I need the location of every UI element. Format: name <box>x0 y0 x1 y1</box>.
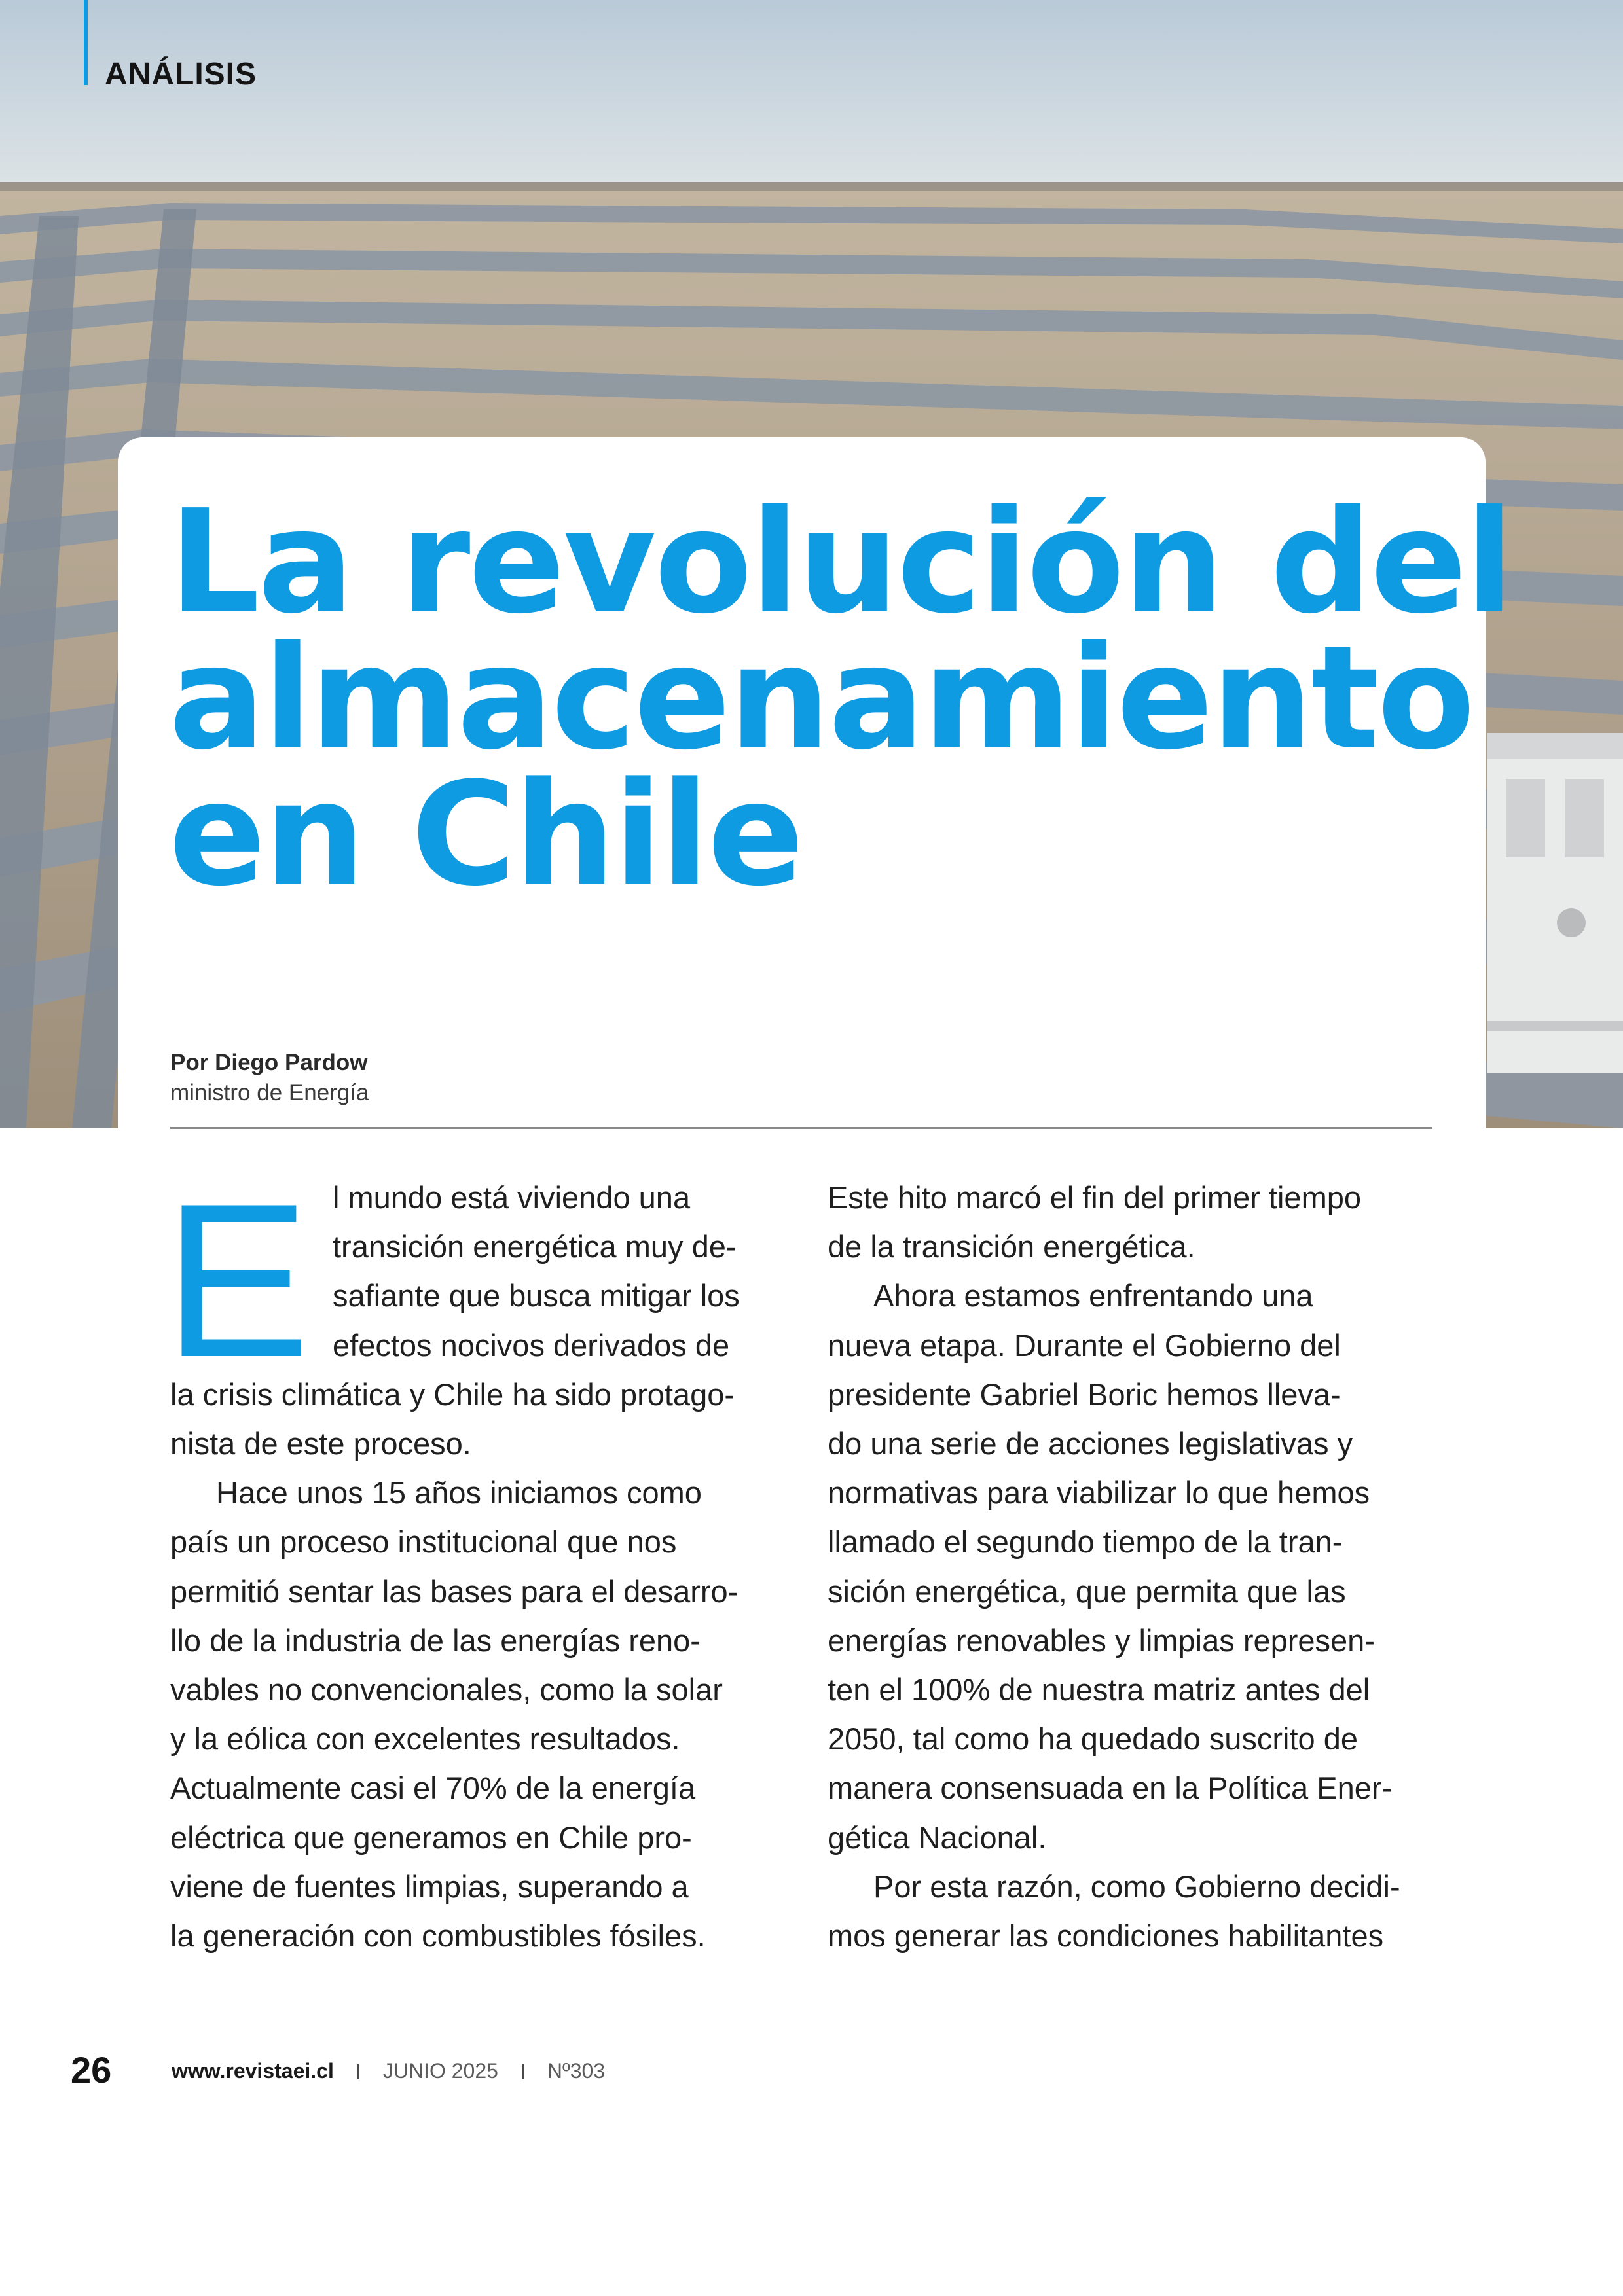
footer-separator <box>522 2064 524 2079</box>
text-line: do una serie de acciones legislativas y <box>828 1426 1353 1462</box>
text-line: país un proceso institucional que nos <box>170 1524 677 1560</box>
text-line: 2050, tal como ha quedado suscrito de <box>828 1721 1358 1757</box>
text-line: vables no convencionales, como la solar <box>170 1672 723 1708</box>
text-line: y la eólica con excelentes resultados. <box>170 1721 680 1757</box>
text-line: de la transición energética. <box>828 1229 1195 1265</box>
footer-date: JUNIO 2025 <box>382 2059 498 2083</box>
title-line: La revolución del <box>169 480 1512 645</box>
divider <box>170 1127 1432 1129</box>
section-tag <box>84 0 257 92</box>
section-label: ANÁLISIS <box>105 57 257 92</box>
footer-separator <box>357 2064 359 2079</box>
text-line: nueva etapa. Durante el Gobierno del <box>828 1327 1341 1363</box>
text-line: efectos nocivos derivados de <box>333 1327 730 1363</box>
text-line: eléctrica que generamos en Chile pro- <box>170 1820 692 1855</box>
text-line: Ahora estamos enfrentando una <box>873 1278 1313 1314</box>
text-line: Por esta razón, como Gobierno decidi- <box>873 1869 1400 1904</box>
text-line: l mundo está viviendo una <box>333 1180 691 1215</box>
text-line: viene de fuentes limpias, superando a <box>170 1869 689 1904</box>
text-line: permitió sentar las bases para el desarro- <box>170 1573 739 1609</box>
footer-info <box>172 2059 605 2083</box>
text-line: llo de la industria de las energías reno- <box>170 1623 701 1658</box>
text-line: energías renovables y limpias represen- <box>828 1623 1375 1658</box>
text-line: nista de este proceso. <box>170 1426 471 1462</box>
body-column-right <box>828 1173 1443 1960</box>
body-column-left <box>170 1173 786 1960</box>
text-line: transición energética muy de- <box>333 1229 737 1265</box>
text-line: la generación con combustibles fósiles. <box>170 1918 706 1954</box>
author-name: Por Diego Pardow <box>170 1050 368 1075</box>
text-line: manera consensuada en la Política Ener- <box>828 1770 1393 1806</box>
article-title <box>169 480 1512 918</box>
page-number: 26 <box>71 2049 112 2090</box>
text-line: safiante que busca mitigar los <box>333 1278 740 1314</box>
text-line: mos generar las condiciones habilitantes <box>828 1918 1384 1954</box>
text-line: normativas para viabilizar lo que hemos <box>828 1475 1370 1511</box>
text-line: sición energética, que permita que las <box>828 1573 1346 1609</box>
author-role: ministro de Energía <box>170 1080 369 1105</box>
footer-issue: Nº303 <box>547 2059 606 2083</box>
drop-cap: E <box>164 1158 310 1403</box>
text-line: llamado el segundo tiempo de la tran- <box>828 1524 1343 1560</box>
text-line: Hace unos 15 años iniciamos como <box>216 1475 702 1511</box>
text-line: Actualmente casi el 70% de la energía <box>170 1770 696 1806</box>
text-line: gética Nacional. <box>828 1820 1047 1855</box>
text-line: la crisis climática y Chile ha sido protago- <box>170 1376 735 1412</box>
text-line: presidente Gabriel Boric hemos lleva- <box>828 1376 1341 1412</box>
text-line: Este hito marcó el fin del primer tiempo <box>828 1180 1361 1215</box>
text-line: ten el 100% de nuestra matriz antes del <box>828 1672 1370 1708</box>
footer-url[interactable]: www.revistaei.cl <box>172 2059 334 2083</box>
title-line: en Chile <box>169 752 803 918</box>
title-line: almacenamiento <box>169 616 1474 781</box>
